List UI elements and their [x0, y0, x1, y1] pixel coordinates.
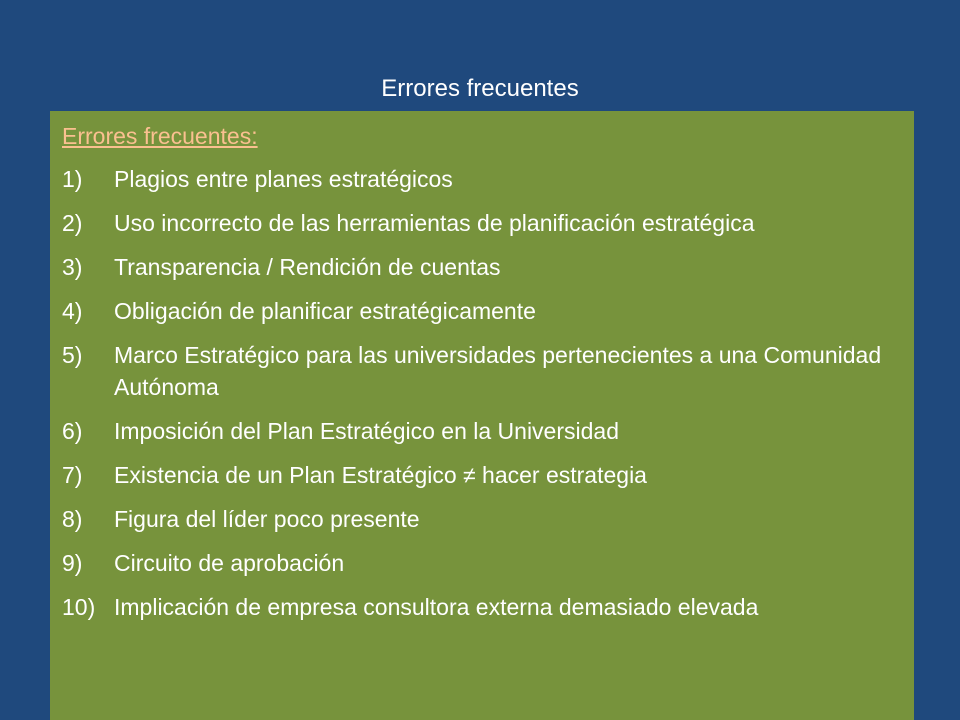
item-number: 8)	[62, 506, 83, 532]
content-box	[50, 111, 914, 720]
error-list	[62, 163, 902, 623]
list-item	[62, 295, 902, 327]
box-heading: Errores frecuentes:	[62, 123, 258, 149]
list-item	[62, 591, 902, 623]
item-number: 10)	[62, 594, 96, 620]
list-item	[62, 415, 902, 447]
item-text: Implicación de empresa consultora externa demasiado elevada	[114, 594, 759, 620]
slide-title: Errores frecuentes	[381, 75, 579, 102]
item-number: 5)	[62, 342, 83, 368]
item-text: Uso incorrecto de las herramientas de planificación estratégica	[114, 210, 755, 236]
item-number: 6)	[62, 418, 83, 444]
list-item	[62, 339, 902, 403]
list-item	[62, 547, 902, 579]
item-text: Transparencia / Rendición de cuentas	[114, 254, 501, 280]
list-item	[62, 207, 902, 239]
item-text: Marco Estratégico para las universidades pertenecientes a una Comunidad Autónoma	[114, 342, 882, 400]
item-number: 1)	[62, 166, 83, 192]
item-text: Figura del líder poco presente	[114, 506, 420, 532]
list-item	[62, 163, 902, 195]
item-text: Existencia de un Plan Estratégico ≠ hacer estrategia	[114, 462, 647, 488]
list-item	[62, 459, 902, 491]
list-item	[62, 251, 902, 283]
item-number: 3)	[62, 254, 83, 280]
item-text: Obligación de planificar estratégicamente	[114, 298, 536, 324]
item-number: 2)	[62, 210, 83, 236]
item-number: 7)	[62, 462, 83, 488]
item-text: Plagios entre planes estratégicos	[114, 166, 453, 192]
item-text: Circuito de aprobación	[114, 550, 345, 576]
item-number: 4)	[62, 298, 83, 324]
item-text: Imposición del Plan Estratégico en la Universidad	[114, 418, 619, 444]
list-item	[62, 503, 902, 535]
item-number: 9)	[62, 550, 83, 576]
